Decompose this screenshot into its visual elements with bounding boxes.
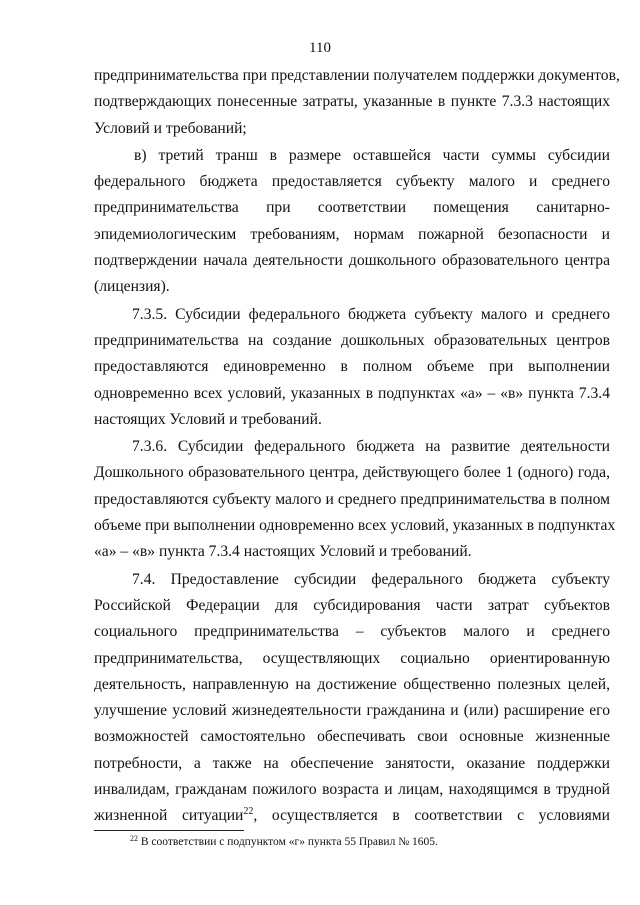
text-line: «а» – «в» пункта 7.3.4 настоящих Условий и требований. (94, 543, 472, 561)
footnote (130, 836, 438, 848)
text-line: федерального бюджета предоставляется субъекту малого и среднего (94, 173, 610, 191)
text-line: предоставляются единовременно в полном объеме при выполнении (94, 358, 610, 376)
page-number: 110 (309, 40, 331, 56)
text-line: улучшение условий жизнедеятельности гражданина и (или) расширение его (94, 702, 610, 720)
text-line: 7.3.6. Субсидии федерального бюджета на развитие деятельности (132, 438, 610, 456)
text-line: предпринимательства при соответствии помещения санитарно- (94, 199, 610, 217)
text-line: Российской Федерации для субсидирования части затрат субъектов (94, 596, 610, 614)
text-line: 7.4. Предоставление субсидии федерального бюджета субъекту (132, 570, 610, 588)
text-line: одновременно всех условий, указанных в подпунктах «а» – «в» пункта 7.3.4 (94, 384, 610, 402)
footnote-mark: 22 (130, 834, 138, 843)
text-line: 7.3.5. Субсидии федерального бюджета субъекту малого и среднего (132, 305, 610, 323)
text-line: настоящих Условий и требований. (94, 410, 322, 428)
footnote-divider (94, 830, 244, 831)
footnote-text: В соответствии с подпунктом «г» пункта 55 Правил № 1605. (138, 836, 438, 848)
text-line: возможностей самостоятельно обеспечивать свои основные жизненные (94, 728, 610, 746)
text-line: предпринимательства при представлении получателем поддержки документов, (94, 67, 620, 84)
text-line: в) третий транш в размере оставшейся части суммы субсидии (134, 146, 610, 164)
text-line: Условий и требований; (94, 119, 247, 137)
text-line: предоставляются субъекту малого и среднего предпринимательства в полном (94, 490, 610, 508)
text-line: Дошкольного образовательного центра, действующего более 1 (одного) года, (94, 464, 610, 482)
text-fragment: , осуществляется в соответствии с условиями (253, 807, 610, 825)
text-line: предпринимательства, осуществляющих социально ориентированную (94, 649, 610, 667)
text-line: деятельность, направленную на достижение общественно полезных целей, (94, 675, 610, 693)
text-line: подтверждающих понесенные затраты, указанные в пункте 7.3.3 настоящих (94, 93, 610, 111)
text-fragment: жизненной ситуации (94, 807, 244, 825)
text-line: (лицензия). (94, 278, 170, 296)
text-line-last (94, 803, 610, 829)
footnote-reference[interactable]: 22 (243, 806, 254, 818)
body-text (94, 63, 620, 830)
text-line: потребности, а также на обеспечение занятости, оказание поддержки (94, 754, 610, 772)
text-line: объеме при выполнении одновременно всех условий, указанных в подпунктах (94, 517, 616, 535)
text-line: инвалидам, гражданам пожилого возраста и лицам, находящимся в трудной (94, 781, 610, 799)
text-line: подтверждении начала деятельности дошкольного образовательного центра (94, 252, 610, 270)
text-line: предпринимательства на создание дошкольных образовательных центров (94, 331, 610, 349)
text-line: социального предпринимательства – субъектов малого и среднего (94, 623, 610, 641)
text-line: эпидемиологическим требованиям, нормам пожарной безопасности и (94, 225, 610, 243)
